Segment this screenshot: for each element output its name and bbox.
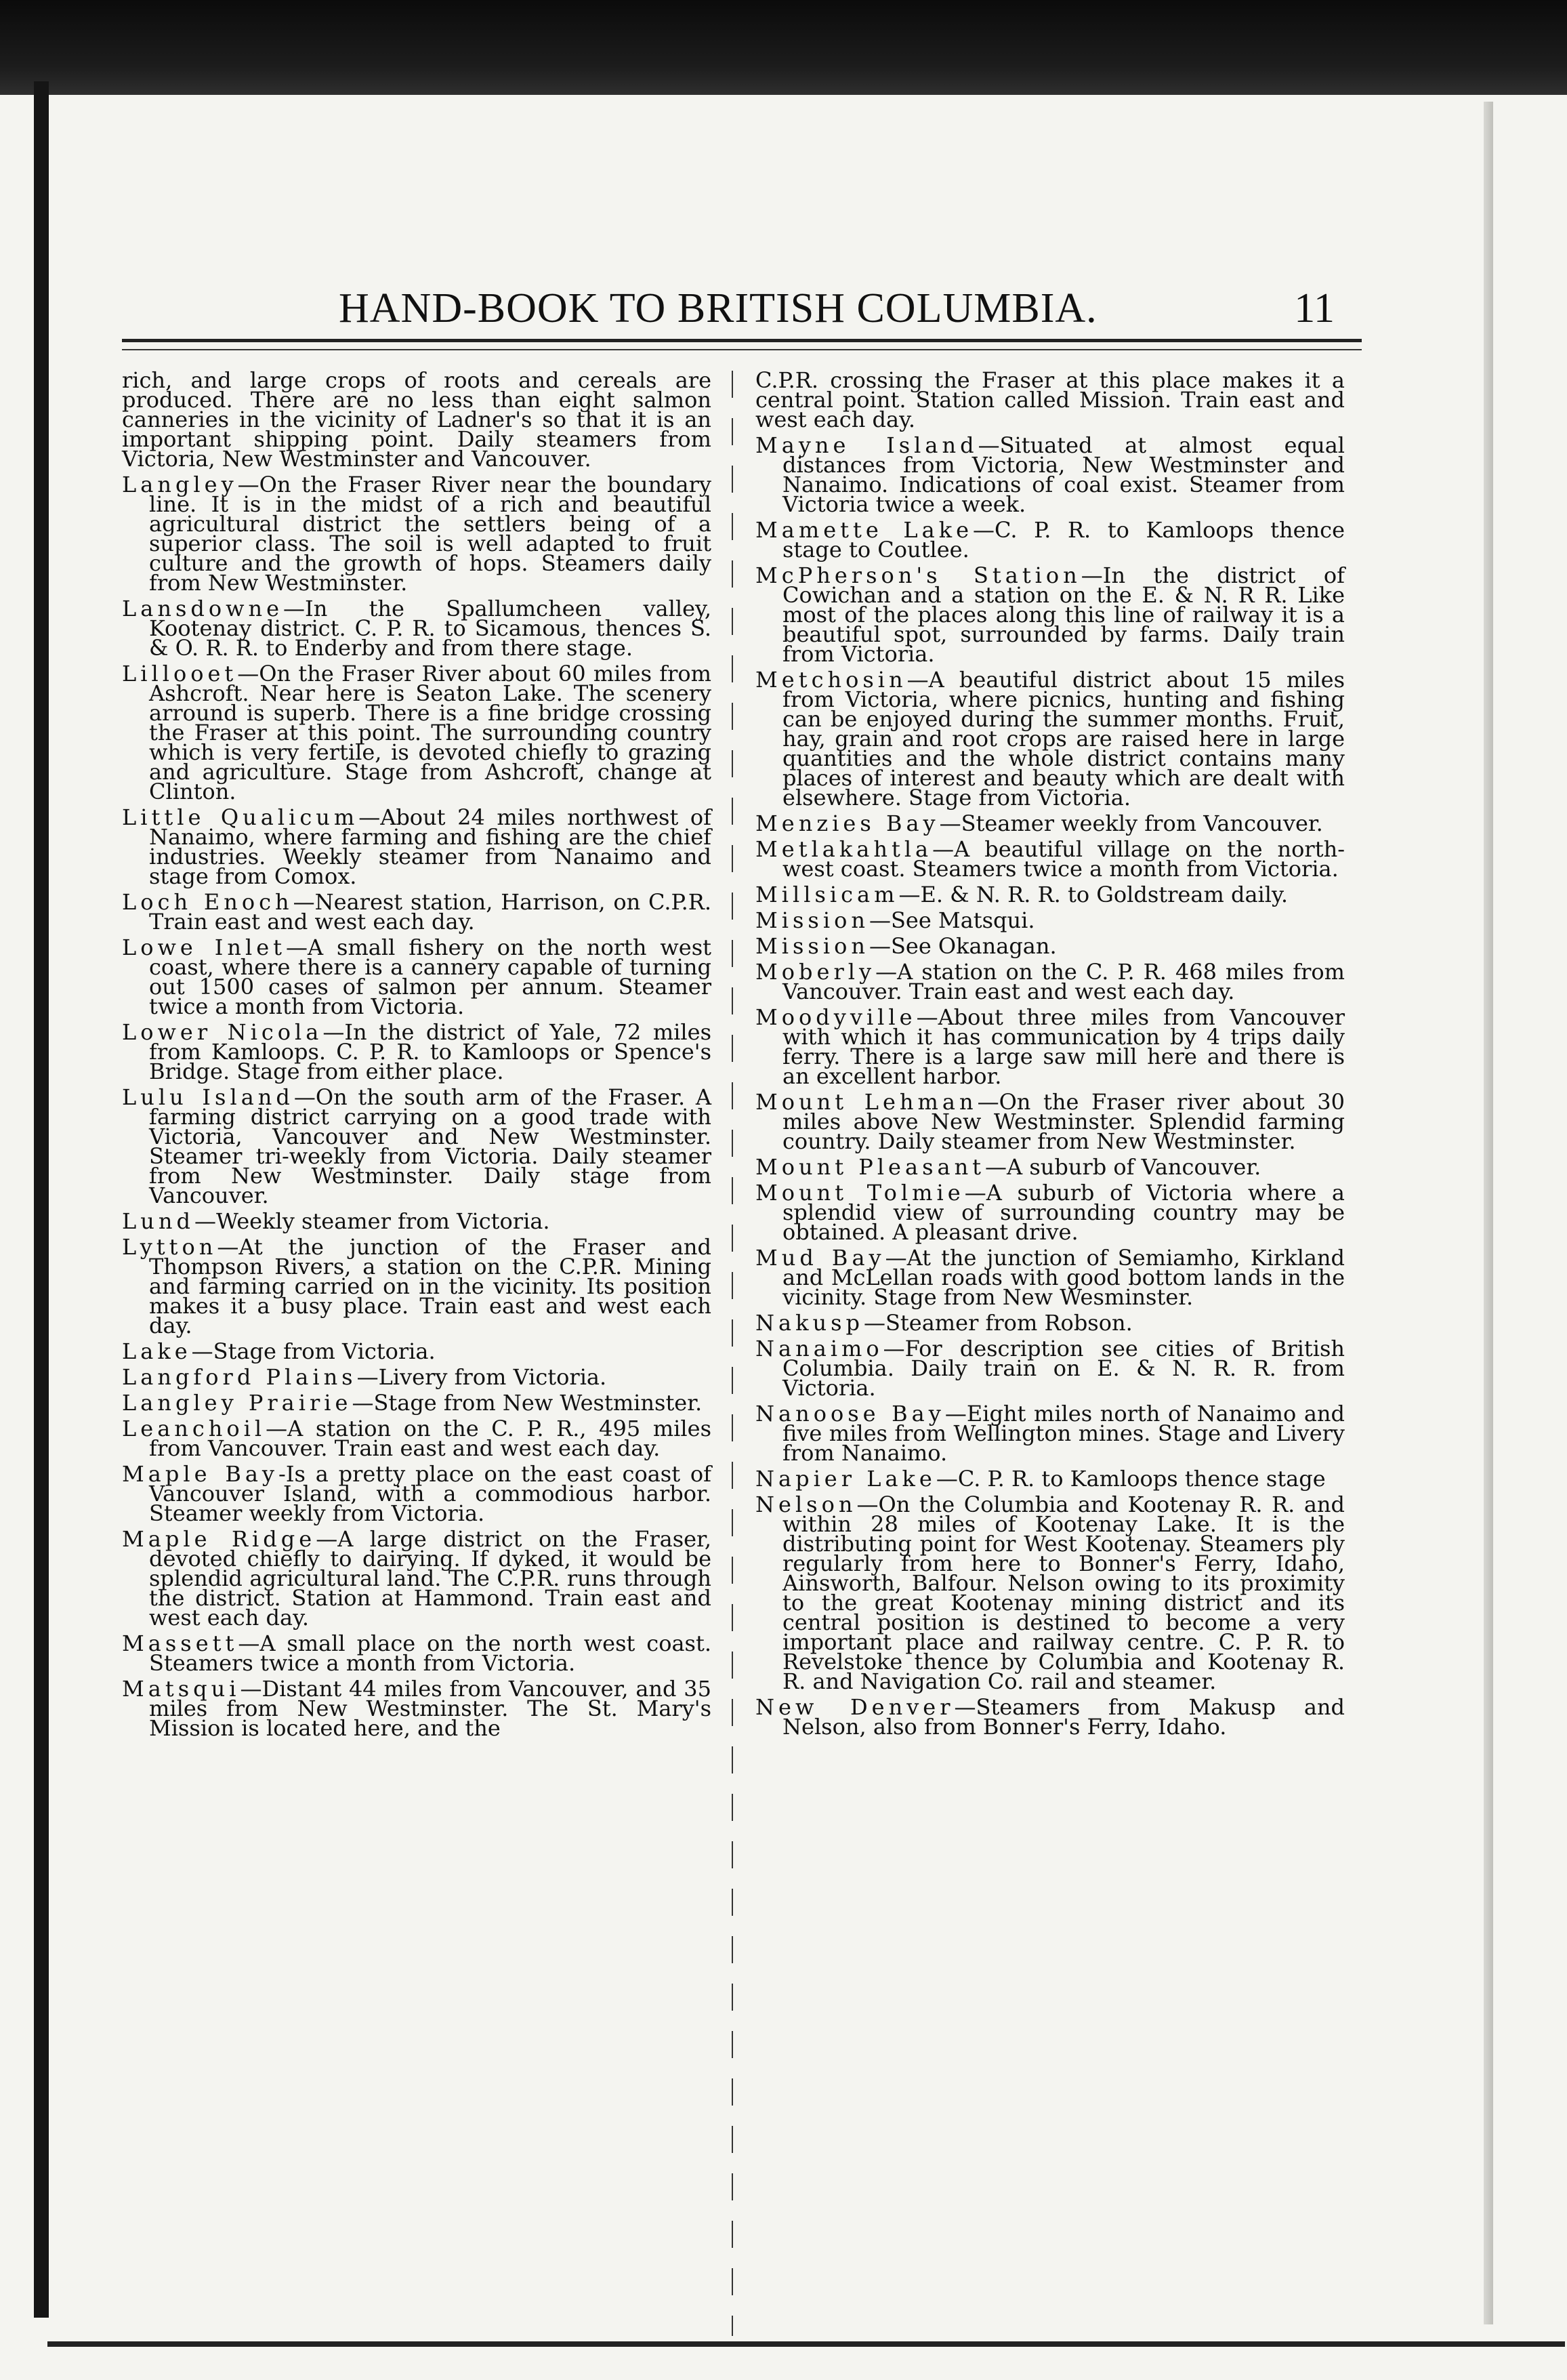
entry-description: —See Okanagan. bbox=[869, 933, 1057, 959]
gazetteer-entry bbox=[122, 889, 712, 935]
gazetteer-entry bbox=[755, 1180, 1345, 1245]
gazetteer-entry bbox=[122, 935, 711, 1019]
entry-name: Leanchoil bbox=[122, 1416, 266, 1441]
entry-name: Mount Pleasant bbox=[755, 1154, 986, 1180]
entry-name: Mission bbox=[755, 933, 869, 959]
entry-name: Moberly bbox=[755, 959, 876, 985]
entry-name: Lillooet bbox=[122, 661, 238, 686]
entry-description: —On the Columbia and Kootenay R. R. and within 28 miles of Kootenay Lake. It is the distributing point for West Kootenay. Steamers ply regularly from here to Bonner's Ferry, Idaho, Ainsworth, Balfour. Nelson owing to its proximity to the great Kootenay mining district and its central position is destined to become a very important place and railway centre. C. P. R. to Revelstoke thence by Columbia and Kootenay R. R. and Navigation Co. rail and steamer. bbox=[782, 1492, 1345, 1694]
gazetteer-entry bbox=[122, 1416, 711, 1461]
entry-description: —Situated at almost equal distances from Victoria, New Westminster and Nanaimo. Indications of coal exist. Steamer from Victoria twice a week. bbox=[782, 432, 1345, 517]
two-column-body bbox=[122, 367, 1362, 2336]
scan-right-edge bbox=[1484, 102, 1493, 2324]
continuation-text: rich, and large crops of roots and cereals are produced. There are no less than eight salmon canneries in the vicinity of Ladner's so that it is an important shipping point. Daily steamers from Victoria, New Westminster and Vancouver. bbox=[122, 367, 711, 472]
left-column bbox=[122, 367, 712, 1744]
entry-name: Lulu Island bbox=[122, 1084, 294, 1110]
entry-name: Nelson bbox=[755, 1492, 857, 1517]
gazetteer-entry bbox=[755, 882, 1345, 907]
entry-name: Matsqui bbox=[122, 1676, 241, 1702]
gazetteer-entry bbox=[122, 1208, 711, 1234]
entry-name: McPherson's Station bbox=[755, 562, 1081, 588]
entry-name: Nakusp bbox=[755, 1310, 864, 1336]
gazetteer-entry bbox=[122, 1084, 712, 1208]
entry-name: Langley bbox=[122, 472, 238, 497]
entry-description: —On the south arm of the Fraser. A farming district carrying on a good trade with Victoria, Vancouver and New Westminster. Steamer tri-weekly from Victoria. Daily steamer from New Westminster. Daily stage from Vancouver. bbox=[149, 1084, 712, 1208]
entry-description: —A station on the C. P. R. 468 miles from Vancouver. Train east and west each day. bbox=[782, 959, 1345, 1004]
entry-name: Millsicam bbox=[755, 882, 899, 907]
entry-description: —On the Fraser river about 30 miles above New Westminster. Splendid farming country. Daily steamer from New Westminster. bbox=[782, 1089, 1345, 1154]
entry-name: Nanaimo bbox=[755, 1336, 883, 1361]
gazetteer-entry bbox=[755, 811, 1345, 836]
entry-description: —Eight miles north of Nanaimo and five miles from Wellington mines. Stage and Livery from Nanaimo. bbox=[782, 1401, 1345, 1466]
entry-description: —A beautiful village on the north-west coast. Steamers twice a month from Victoria. bbox=[782, 836, 1345, 882]
entry-description: —A suburb of Victoria where a splendid view of surrounding country may be obtained. A pleasant drive. bbox=[782, 1180, 1345, 1245]
entry-name: Lund bbox=[122, 1208, 194, 1234]
entry-description: —In the district of Cowichan and a station on the E. & N. R R. Like most of the places along this line of railway it is a beautiful spot, surrounded by farms. Daily train from Victoria. bbox=[782, 562, 1345, 667]
scan-top-band bbox=[0, 0, 1567, 95]
entry-description: —A suburb of Vancouver. bbox=[985, 1154, 1261, 1180]
running-head bbox=[122, 271, 1362, 342]
entry-description: —Steamer weekly from Vancouver. bbox=[939, 811, 1323, 836]
gazetteer-entry bbox=[122, 1338, 711, 1364]
entry-description: —Stage from New Westminster. bbox=[352, 1390, 703, 1416]
scan-bottom-edge bbox=[47, 2341, 1565, 2347]
entry-name: Lower Nicola bbox=[122, 1019, 323, 1045]
entry-description: —A small place on the north west coast. Steamers twice a month from Victoria. bbox=[149, 1630, 711, 1676]
entry-description: —C. P. R. to Kamloops thence stage to Coutlee. bbox=[782, 517, 1345, 562]
entry-description: —Stage from Victoria. bbox=[191, 1338, 436, 1364]
entry-name: Loch Enoch bbox=[122, 889, 293, 915]
continuation-text: C.P.R. crossing the Fraser at this place makes it a central point. Station called Mission. Train east and west each day. bbox=[755, 367, 1345, 432]
column-divider bbox=[732, 371, 733, 2336]
entry-name: Metlakahtla bbox=[755, 836, 933, 862]
entry-name: Mamette Lake bbox=[755, 517, 974, 543]
gazetteer-entry bbox=[755, 562, 1345, 667]
gazetteer-entry bbox=[122, 1461, 712, 1526]
entry-name: Langford Plains bbox=[122, 1364, 357, 1390]
right-column bbox=[755, 367, 1345, 1743]
entry-description: —A small fishery on the north west coast, where there is a cannery capable of turning out 1500 cases of salmon per annum. Steamer twice a month from Victoria. bbox=[149, 935, 711, 1019]
entry-description: —In the district of Yale, 72 miles from Kamloops. C. P. R. to Kamloops or Spence's Bridge. Stage from either place. bbox=[149, 1019, 712, 1084]
entry-name: Mayne Island bbox=[755, 432, 978, 458]
entry-name: Moodyville bbox=[755, 1004, 917, 1030]
entry-name: Massett bbox=[122, 1630, 238, 1656]
gazetteer-entry bbox=[122, 472, 711, 596]
gazetteer-entry bbox=[122, 1526, 712, 1630]
gazetteer-entry bbox=[122, 1019, 712, 1084]
entry-name: Maple Bay bbox=[122, 1461, 279, 1487]
entry-name: Lowe Inlet bbox=[122, 935, 287, 960]
entry-description: -Is a pretty place on the east coast of Vancouver Island, with a commodious harbor. Steamer weekly from Victoria. bbox=[149, 1461, 712, 1526]
entry-description: —E. & N. R. R. to Goldstream daily. bbox=[898, 882, 1288, 907]
gazetteer-entry bbox=[122, 1630, 711, 1676]
gazetteer-entry bbox=[755, 1245, 1345, 1310]
entry-description: —Steamers from Makusp and Nelson, also from Bonner's Ferry, Idaho. bbox=[782, 1694, 1345, 1740]
entry-name: Langley Prairie bbox=[122, 1390, 352, 1416]
entry-description: —A large district on the Fraser, devoted chiefly to dairying. If dyked, it would be splendid agricultural land. The C.P.R. runs through the district. Station at Hammond. Train east and west each day. bbox=[149, 1526, 712, 1630]
entry-name: Little Qualicum bbox=[122, 804, 359, 830]
gazetteer-entry bbox=[122, 1676, 711, 1741]
entry-name: Lansdowne bbox=[122, 596, 284, 621]
book-page bbox=[122, 271, 1362, 2336]
gazetteer-entry bbox=[122, 596, 711, 661]
entry-name: Nanoose Bay bbox=[755, 1401, 945, 1427]
gazetteer-entry bbox=[755, 667, 1345, 811]
entry-description: —On the Fraser River about 60 miles from Ashcroft. Near here is Seaton Lake. The scenery arround is superb. There is a fine bridge crossing the Fraser at this point. The surrounding country which is very fertile, is devoted chiefly to grazing and agriculture. Stage from Ashcroft, change at Clinton. bbox=[149, 661, 711, 804]
gazetteer-entry bbox=[755, 432, 1345, 517]
entry-description: —Nearest station, Harrison, on C.P.R. Train east and west each day. bbox=[149, 889, 712, 935]
entry-description: —At the junction of Semiamho, Kirkland and McLellan roads with good bottom lands in the vicinity. Stage from New Wesminster. bbox=[782, 1245, 1345, 1310]
gazetteer-entry bbox=[122, 804, 712, 889]
gazetteer-entry bbox=[755, 1401, 1345, 1466]
gazetteer-entry bbox=[755, 907, 1345, 933]
entry-name: Mud Bay bbox=[755, 1245, 885, 1271]
header-rule bbox=[122, 349, 1362, 350]
entry-description: —In the Spallumcheen valley, Kootenay district. C. P. R. to Sicamous, thences S. & O. R. R. to Enderby and from there stage. bbox=[149, 596, 711, 661]
gazetteer-entry bbox=[755, 933, 1345, 959]
entry-description: —At the junction of the Fraser and Thompson Rivers, a station on the C.P.R. Mining and farming carried on in the vicinity. Its position makes it a busy place. Train east and west each day. bbox=[149, 1234, 711, 1338]
entry-description: —For description see cities of British Columbia. Daily train on E. & N. R. R. from Victoria. bbox=[782, 1336, 1345, 1401]
gazetteer-entry bbox=[755, 1310, 1345, 1336]
gazetteer-entry bbox=[755, 959, 1345, 1004]
entry-name: Mount Lehman bbox=[755, 1089, 978, 1115]
gazetteer-entry bbox=[755, 1004, 1345, 1089]
gazetteer-entry bbox=[122, 661, 711, 804]
gazetteer-entry bbox=[122, 1234, 711, 1338]
entry-description: —On the Fraser River near the boundary line. It is in the midst of a rich and beautiful agricultural district the settlers being of a superior class. The soil is well adapted to fruit culture and the growth of hops. Steamers daily from New Westminster. bbox=[149, 472, 711, 596]
entry-description: —About 24 miles northwest of Nanaimo, where farming and fishing are the chief industries. Weekly steamer from Nanaimo and stage from Comox. bbox=[149, 804, 712, 889]
gazetteer-entry bbox=[755, 517, 1345, 562]
page-number: 11 bbox=[1294, 285, 1335, 331]
gazetteer-entry bbox=[755, 1089, 1345, 1154]
entry-description: —See Matsqui. bbox=[869, 907, 1035, 933]
entry-description: —Distant 44 miles from Vancouver, and 35 miles from New Westminster. The St. Mary's Mission is located here, and the bbox=[149, 1676, 711, 1741]
entry-name: Metchosin bbox=[755, 667, 907, 693]
gazetteer-entry bbox=[755, 1694, 1345, 1740]
gazetteer-entry bbox=[755, 1492, 1345, 1694]
entry-name: New Denver bbox=[755, 1694, 955, 1720]
entry-description: —A beautiful district about 15 miles from Victoria, where picnics, hunting and fishing can be enjoyed during the summer months. Fruit, hay, grain and root crops are raised here in large quantities and the whole district contains many places of interest and beauty which are dealt with elsewhere. Stage from Victoria. bbox=[782, 667, 1345, 811]
entry-description: —About three miles from Vancouver with which it has communication by 4 trips daily ferry. There is a large saw mill here and there is an excellent harbor. bbox=[782, 1004, 1345, 1089]
entry-name: Menzies Bay bbox=[755, 811, 940, 836]
entry-name: Lytton bbox=[122, 1234, 217, 1260]
entry-name: Mission bbox=[755, 907, 869, 933]
entry-description: —Weekly steamer from Victoria. bbox=[194, 1208, 550, 1234]
entry-name: Lake bbox=[122, 1338, 192, 1364]
gazetteer-entry bbox=[755, 1336, 1345, 1401]
entry-description: —C. P. R. to Kamloops thence stage bbox=[936, 1466, 1326, 1492]
page-title: HAND-BOOK TO BRITISH COLUMBIA. bbox=[339, 285, 1098, 331]
gazetteer-entry bbox=[122, 1364, 711, 1390]
entry-description: —A station on the C. P. R., 495 miles from Vancouver. Train east and west each day. bbox=[149, 1416, 711, 1461]
entry-name: Napier Lake bbox=[755, 1466, 936, 1492]
gazetteer-entry bbox=[122, 1390, 711, 1416]
gazetteer-entry bbox=[755, 1154, 1345, 1180]
entry-description: —Livery from Victoria. bbox=[356, 1364, 607, 1390]
entry-name: Mount Tolmie bbox=[755, 1180, 965, 1206]
entry-name: Maple Ridge bbox=[122, 1526, 316, 1552]
entry-description: —Steamer from Robson. bbox=[863, 1310, 1133, 1336]
gazetteer-entry bbox=[755, 1466, 1345, 1492]
scan-left-edge bbox=[34, 81, 49, 2318]
gazetteer-entry bbox=[755, 836, 1345, 882]
